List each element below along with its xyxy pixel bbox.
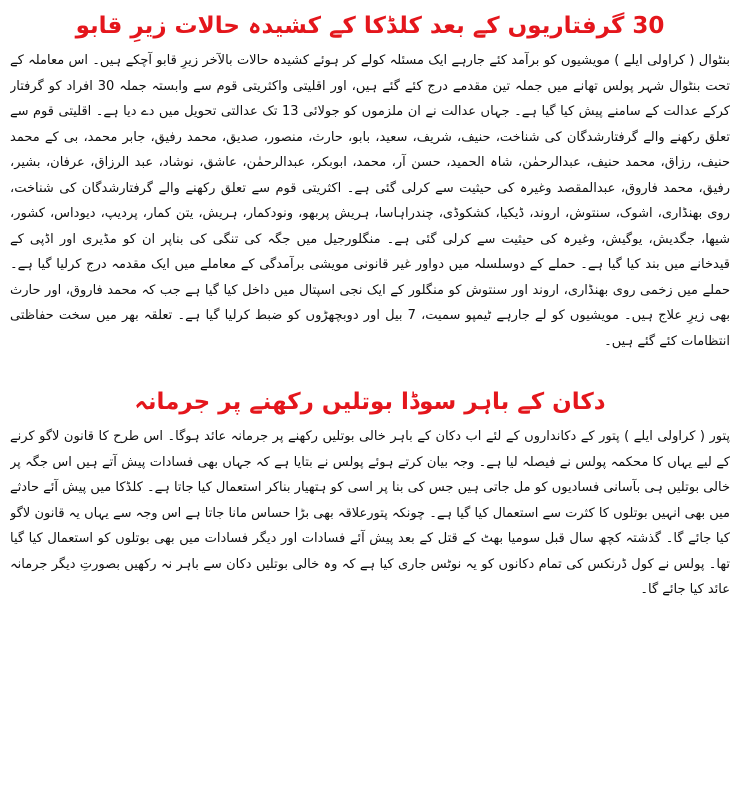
- article-soda-bottle-fine: [10, 384, 730, 686]
- article-kaldka-arrests: [10, 8, 730, 368]
- article-1-body: بنٹوال ( کراولی ایلے ) مویشیوں کو برآمد کئے جارہے ایک مسئلہ کولے کر ہوئے کشیدہ حالات بالآخر زیرِ قابو آچکے ہیں۔ اس معاملہ کے تحت بنٹوال شہر پولس تھانے میں جملہ تین مقدمے درج کئے گئے ہیں، اور اقلیتی واکثریتی قوم سے وابستہ جملہ 30 افراد کو گرفتار کرکے عدالت کے سامنے پیش کیا گیا ہے۔ جہاں عدالت نے ان ملزموں کو جولائی 13 تک عدالتی تحویل میں دے دیا ہے۔ اقلیتی قوم سے تعلق رکھنے والے گرفتارشدگان کی شناخت، حنیف، شریف، سعید، بابو، حارث، منصور، صدیق، محمد رفیق، جابر محمد، بی کے محمد حنیف، رزاق، محمد حنیف، عبدالرحمٰن، شاہ الحمید، حسن آر، محمد، ابوبکر، عبدالرحمٰن، عاشق، نوشاد، عبد الرزاق، عرفان، بشیر، رفیق، محمد فاروق، عبدالمقصد وغیرہ کی حیثیت سے کرلی گئی ہے۔ اکثریتی قوم سے تعلق رکھنے والے گرفتارشدگان کی شناخت، روی بھنڈاری، اشوک، سنتوش، اروند، ڈیکیا، کشکوڈی، چندراہاسا، ہریش پربھو، ونودکمار، ہریش، یتن کمار، پردیپ، دیوداس، کشور، شیھا، جگدیش، یوگیش، وغیرہ کی حیثیت سے کرلی گئی ہے۔ منگلورجیل میں جگہ کی تنگی کی بناپر ان کو مڈیری اور اڈپی کے قیدخانے میں بند کیا گیا ہے۔ حملے کے دوسلسلہ میں دواور غیر قانونی مویشی برآمدگی کے معاملے میں ایک مقدمہ درج کرلیا گیا ہے۔ حملے میں زخمی روی بھنڈاری، اروند اور سنتوش کو منگلور کے ایک نجی اسپتال میں داخل کیا گیا ہے جب کہ محمد فاروق، اور حارث بھی زیرِ علاج ہیں۔ مویشیوں کو لے جارہے ٹیمپو سمیت، 7 بیل اور دوبچھڑوں کو ضبط کرلیا گیا ہے۔ تعلقہ بھر میں سخت حفاظتی انتظامات کئے گئے ہیں۔: [10, 53, 730, 349]
- article-2-headline: دکان کے باہر سوڈا بوتلیں رکھنے پر جرمانہ: [134, 389, 606, 415]
- article-1-headline: 30 گرفتاریوں کے بعد کلڈکا کے کشیدہ حالات زیرِ قابو: [75, 13, 665, 39]
- article-2-body: پتور ( کراولی ایلے ) پتور کے دکانداروں کے لئے اب دکان کے باہر خالی بوتلیں رکھنے پر جرمانہ عائد ہوگا۔ اس طرح کا قانون لاگو کرنے کے لیے یہاں کا محکمہ پولس نے فیصلہ لیا ہے۔ وجہ بیان کرتے ہوئے پولس نے بتایا ہے کہ جہاں بھی فسادات پیش آتے ہیں اس جگہ پر خالی بوتلیں ہی بآسانی فسادیوں کو مل جاتی ہیں جس کی بنا پر اسی کو ہتھیار بناکر استعمال کیا جاتا ہے۔ کلڈکا میں پیش آئے حادثے میں بھی انہیں بوتلوں کا کثرت سے استعمال کیا گیا ہے۔ چونکہ پتورعلاقہ بھی بڑا حساس مانا جاتا ہے اس وجہ سے یہاں یہ قانون لاگو کیا جائے گا۔ گذشتہ کچھ سال قبل سومیا بھٹ کے قتل کے بعد پیش آئے فسادات اور دیگر فسادات میں بھی بوتلوں کو استعمال کیا گیا تھا۔ پولس نے کول ڈرنکس کی تمام دکانوں کو یہ نوٹس جاری کیا ہے کہ وہ خالی بوتلیں دکان سے باہر نہ رکھیں بصورتِ دیگر جرمانہ عائد کیا جائے گا۔: [10, 429, 730, 597]
